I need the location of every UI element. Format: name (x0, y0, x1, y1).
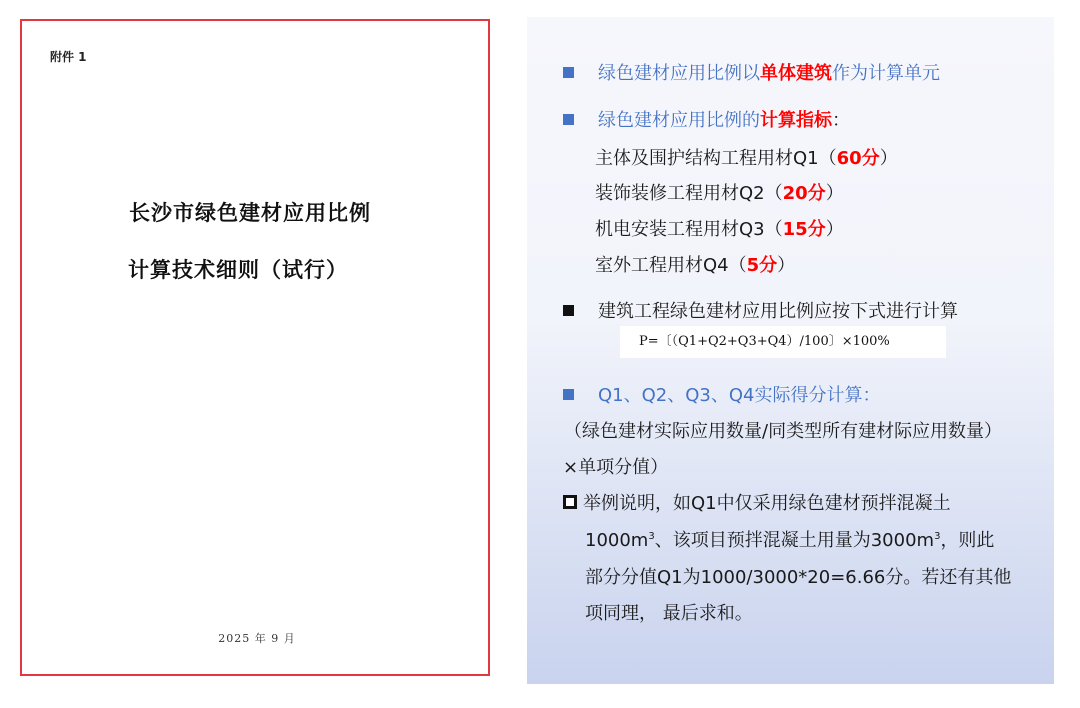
square-bullet-icon (563, 67, 574, 78)
bullet-calculation-indicators: 绿色建材应用比例的计算指标： (563, 106, 850, 132)
q-item: 室外工程用材Q4（5分） (595, 255, 796, 276)
square-bullet-icon (563, 389, 574, 400)
q-item: 机电安装工程用材Q3（15分） (595, 219, 844, 240)
formula-box: P=〔（Q1+Q2+Q3+Q4）/100〕×100% (620, 326, 946, 358)
hollow-square-bullet-icon (563, 495, 577, 509)
square-bullet-icon (563, 305, 574, 316)
example-line3: 部分分值Q1为1000/3000*20=6.66分。若还有其他 (585, 567, 1012, 588)
document-title-line1: 长沙市绿色建材应用比例 (129, 200, 371, 225)
example-line1: 举例说明，如Q1中仅采用绿色建材预拌混凝土 (563, 489, 951, 515)
explanation-slide (527, 17, 1054, 684)
bullet-formula-intro: 建筑工程绿色建材应用比例应按下式进行计算 (563, 297, 958, 323)
square-bullet-icon (563, 114, 574, 125)
attachment-label: 附件 1 (50, 50, 87, 64)
calculation-text-line1: （绿色建材实际应用数量/同类型所有建材际应用数量） (564, 421, 1003, 442)
calculation-text-line2: ×单项分值） (563, 457, 669, 478)
bullet-calculation-unit: 绿色建材应用比例以单体建筑作为计算单元 (563, 59, 940, 85)
document-cover-page (20, 19, 490, 676)
document-date: 2025 年 9 月 (218, 632, 296, 645)
bullet-score-calculation: Q1、Q2、Q3、Q4实际得分计算： (563, 381, 880, 407)
example-line4: 项同理， 最后求和。 (585, 603, 753, 624)
example-line2: $1000m^3$、该项目预拌混凝土用量为$3000m^3$，则此 (585, 530, 995, 551)
document-title-line2: 计算技术细则（试行） (128, 257, 348, 282)
q-item: 主体及围护结构工程用材Q1（60分） (595, 148, 898, 169)
q-item: 装饰装修工程用材Q2（20分） (595, 183, 844, 204)
